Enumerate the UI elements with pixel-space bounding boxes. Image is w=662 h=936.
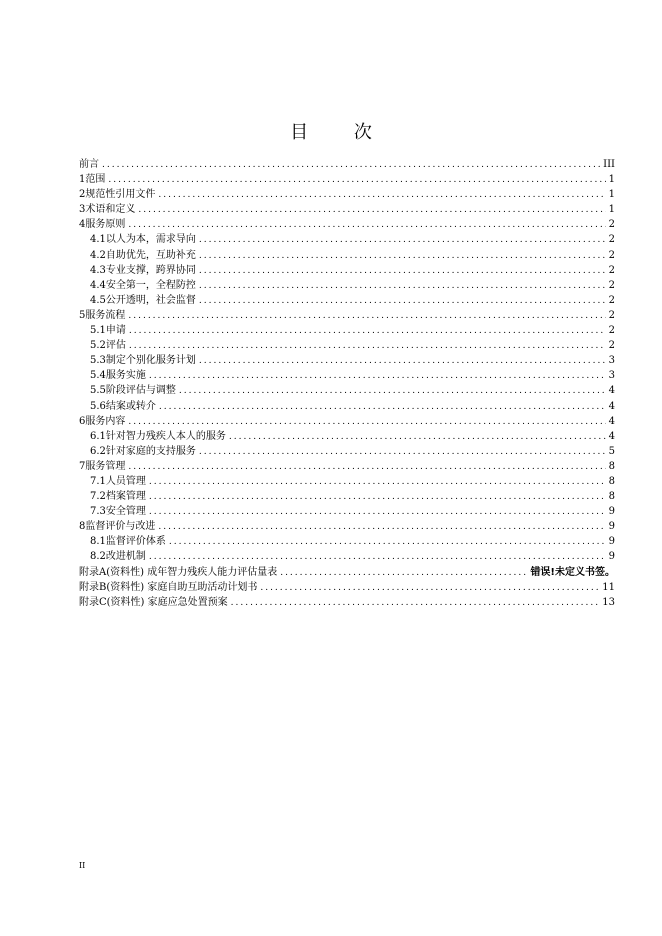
toc-leader-dots — [158, 188, 605, 203]
toc-entry-title: 附录C(资料性) 家庭应急处置预案 — [79, 596, 228, 608]
toc-entry-title: 服务原则 — [85, 219, 126, 231]
toc-entry-title: 档案管理 — [105, 491, 146, 503]
toc-entry[interactable] — [79, 474, 615, 489]
toc-leader-dots — [158, 520, 605, 535]
toc-list — [79, 157, 615, 610]
toc-leader-dots — [128, 460, 605, 475]
toc-entry[interactable] — [79, 338, 615, 353]
toc-entry-title: 针对家庭的支持服务 — [105, 445, 196, 457]
toc-appendix-entry[interactable] — [79, 595, 615, 610]
toc-entry[interactable] — [79, 519, 615, 534]
toc-leader-dots — [138, 203, 605, 218]
toc-page-number: 9 — [608, 551, 615, 563]
toc-entry[interactable] — [79, 504, 615, 519]
toc-entry-number: 4.3 — [90, 264, 106, 276]
toc-page-number: 2 — [608, 279, 615, 291]
toc-page-number: 8 — [608, 475, 615, 487]
toc-leader-dots — [280, 566, 527, 581]
toc-entry-number: 3 — [79, 204, 86, 216]
toc-entry[interactable] — [79, 323, 615, 338]
toc-leader-dots — [108, 173, 605, 188]
toc-page-number: 4 — [608, 385, 615, 397]
toc-leader-dots — [199, 249, 606, 264]
toc-entry-title: 自助优先，互助补充 — [105, 249, 196, 261]
toc-leader-dots — [159, 400, 606, 415]
toc-page-number: 4 — [608, 430, 615, 442]
toc-entry-title: 服务内容 — [85, 415, 126, 427]
toc-entry[interactable] — [79, 187, 615, 202]
toc-page-number: 9 — [608, 521, 615, 533]
toc-entry[interactable] — [79, 293, 615, 308]
toc-page-number: III — [603, 159, 615, 170]
toc-page-number: 5 — [608, 445, 615, 457]
toc-entry-title: 范围 — [85, 174, 106, 186]
toc-entry-title: 安全第一，全程防控 — [105, 279, 196, 291]
toc-entry-title: 言 — [89, 159, 99, 170]
toc-leader-dots — [199, 264, 606, 279]
toc-leader-dots — [149, 369, 606, 384]
toc-entry-number: 5.2 — [90, 340, 106, 352]
toc-entry-title: 附录B(资料性) 家庭自助互助活动计划书 — [79, 581, 258, 593]
toc-entry-title: 安全管理 — [105, 506, 146, 518]
toc-page-number: 8 — [608, 491, 615, 503]
toc-entry[interactable] — [79, 172, 615, 187]
toc-entry[interactable] — [79, 263, 615, 278]
toc-entry-number: 7.2 — [90, 491, 106, 503]
toc-entry-number: 5.5 — [90, 385, 106, 397]
toc-leader-dots — [199, 294, 606, 309]
toc-entry[interactable] — [79, 414, 615, 429]
toc-leader-dots — [149, 490, 606, 505]
toc-entry-title: 评估 — [105, 340, 126, 352]
toc-leader-dots — [260, 581, 599, 596]
toc-leader-dots — [169, 535, 606, 550]
toc-entry-number: 5.6 — [90, 400, 106, 412]
toc-entry-number: 4.4 — [90, 279, 106, 291]
toc-leader-dots — [229, 430, 606, 445]
toc-entry-title: 监督评价体系 — [105, 536, 166, 548]
toc-page-number: 13 — [602, 596, 615, 608]
toc-entry-number: 6 — [79, 415, 86, 427]
toc-page-number: 2 — [608, 219, 615, 231]
toc-entry-title: 申请 — [105, 325, 126, 337]
toc-entry-number: 6.2 — [90, 445, 106, 457]
toc-page-number: 1 — [608, 174, 615, 186]
toc-entry[interactable] — [79, 217, 615, 232]
toc-page-number: 1 — [608, 189, 615, 201]
toc-entry-title: 专业支撑，跨界协同 — [105, 264, 196, 276]
toc-page-number: 2 — [608, 264, 615, 276]
toc-leader-dots — [129, 339, 606, 354]
toc-entry[interactable] — [79, 308, 615, 323]
toc-entry-title: 服务管理 — [85, 460, 126, 472]
toc-page-number: 4 — [608, 400, 615, 412]
toc-entry-title: 人员管理 — [105, 475, 146, 487]
toc-page-number: 2 — [608, 249, 615, 261]
toc-page-number: 2 — [608, 325, 615, 337]
toc-appendix-entry[interactable] — [79, 580, 615, 595]
toc-entry-title: 监督评价与改进 — [85, 521, 156, 533]
toc-entry[interactable] — [79, 444, 615, 459]
toc-leader-dots — [179, 384, 606, 399]
toc-entry[interactable] — [79, 429, 615, 444]
toc-entry[interactable] — [79, 549, 615, 564]
toc-appendix-entry[interactable] — [79, 565, 615, 580]
toc-page-number: 2 — [608, 234, 615, 246]
toc-page-number: 8 — [608, 460, 615, 472]
toc-entry-number: 1 — [79, 174, 86, 186]
toc-entry-number: 5.4 — [90, 370, 106, 382]
toc-entry[interactable] — [79, 534, 615, 549]
toc-leader-dots — [149, 550, 606, 565]
toc-entry-number: 4.1 — [90, 234, 106, 246]
toc-leader-dots — [129, 324, 606, 339]
toc-entry-number: 6.1 — [90, 430, 106, 442]
toc-entry[interactable] — [79, 383, 615, 398]
toc-leader-dots — [128, 309, 605, 324]
toc-entry-number: 4 — [79, 219, 86, 231]
toc-entry-title: 术语和定义 — [85, 204, 136, 216]
toc-leader-dots — [199, 445, 606, 460]
toc-title: 目 次 — [290, 122, 392, 143]
toc-page-number: 9 — [608, 506, 615, 518]
toc-entry-title: 附录A(资料性) 成年智力残疾人能力评估量表 — [79, 566, 278, 578]
toc-entry-title: 改进机制 — [105, 551, 146, 563]
toc-entry-number: 5 — [79, 309, 86, 321]
toc-page-number: 2 — [608, 294, 615, 306]
toc-leader-dots — [199, 279, 606, 294]
toc-entry-number: 8.2 — [90, 551, 106, 563]
toc-entry-number: 4.2 — [90, 249, 106, 261]
toc-page-number: 3 — [608, 370, 615, 382]
toc-entry-number: 7.1 — [90, 475, 106, 487]
toc-entry-number: 8 — [79, 521, 86, 533]
toc-entry-title: 服务流程 — [85, 309, 126, 321]
toc-entry[interactable] — [79, 202, 615, 217]
toc-entry[interactable] — [79, 459, 615, 474]
toc-page-error: 错误!未定义书签。 — [530, 566, 615, 578]
toc-entry-number: 2 — [79, 189, 86, 201]
toc-entry-number: 5.3 — [90, 355, 106, 367]
toc-leader-dots — [149, 505, 606, 520]
toc-entry[interactable] — [79, 278, 615, 293]
toc-entry-number: 8.1 — [90, 536, 106, 548]
toc-entry[interactable] — [79, 353, 615, 368]
toc-leader-dots — [128, 415, 605, 430]
footer-page-number: II — [79, 861, 86, 870]
toc-entry-title: 以人为本，需求导向 — [105, 234, 196, 246]
toc-page-number: 2 — [608, 309, 615, 321]
toc-entry[interactable] — [79, 157, 615, 172]
toc-entry[interactable] — [79, 248, 615, 263]
toc-entry-title: 公开透明，社会监督 — [105, 294, 196, 306]
toc-page-number: 11 — [602, 581, 615, 593]
toc-page-number: 2 — [608, 340, 615, 352]
toc-entry[interactable] — [79, 232, 615, 247]
toc-entry-title: 制定个别化服务计划 — [105, 355, 196, 367]
toc-entry[interactable] — [79, 368, 615, 383]
toc-leader-dots — [128, 218, 605, 233]
toc-page-number: 1 — [608, 204, 615, 216]
toc-entry-number: 前 — [79, 159, 89, 170]
toc-leader-dots — [231, 596, 600, 611]
toc-entry-number: 5.1 — [90, 325, 106, 337]
toc-entry-title: 结案或转介 — [105, 400, 156, 412]
toc-entry-title: 阶段评估与调整 — [105, 385, 176, 397]
toc-entry-number: 4.5 — [90, 294, 106, 306]
toc-entry[interactable] — [79, 399, 615, 414]
toc-entry-title: 针对智力残疾人本人的服务 — [105, 430, 226, 442]
toc-entry-title: 服务实施 — [105, 370, 146, 382]
toc-leader-dots — [199, 354, 606, 369]
toc-leader-dots — [149, 475, 606, 490]
toc-entry[interactable] — [79, 489, 615, 504]
toc-leader-dots — [199, 233, 606, 248]
toc-entry-title: 规范性引用文件 — [85, 189, 156, 201]
toc-entry-number: 7.3 — [90, 506, 106, 518]
toc-page-number: 9 — [608, 536, 615, 548]
toc-page-number: 3 — [608, 355, 615, 367]
toc-leader-dots — [102, 158, 600, 173]
toc-entry-number: 7 — [79, 460, 86, 472]
toc-page-number: 4 — [608, 415, 615, 427]
